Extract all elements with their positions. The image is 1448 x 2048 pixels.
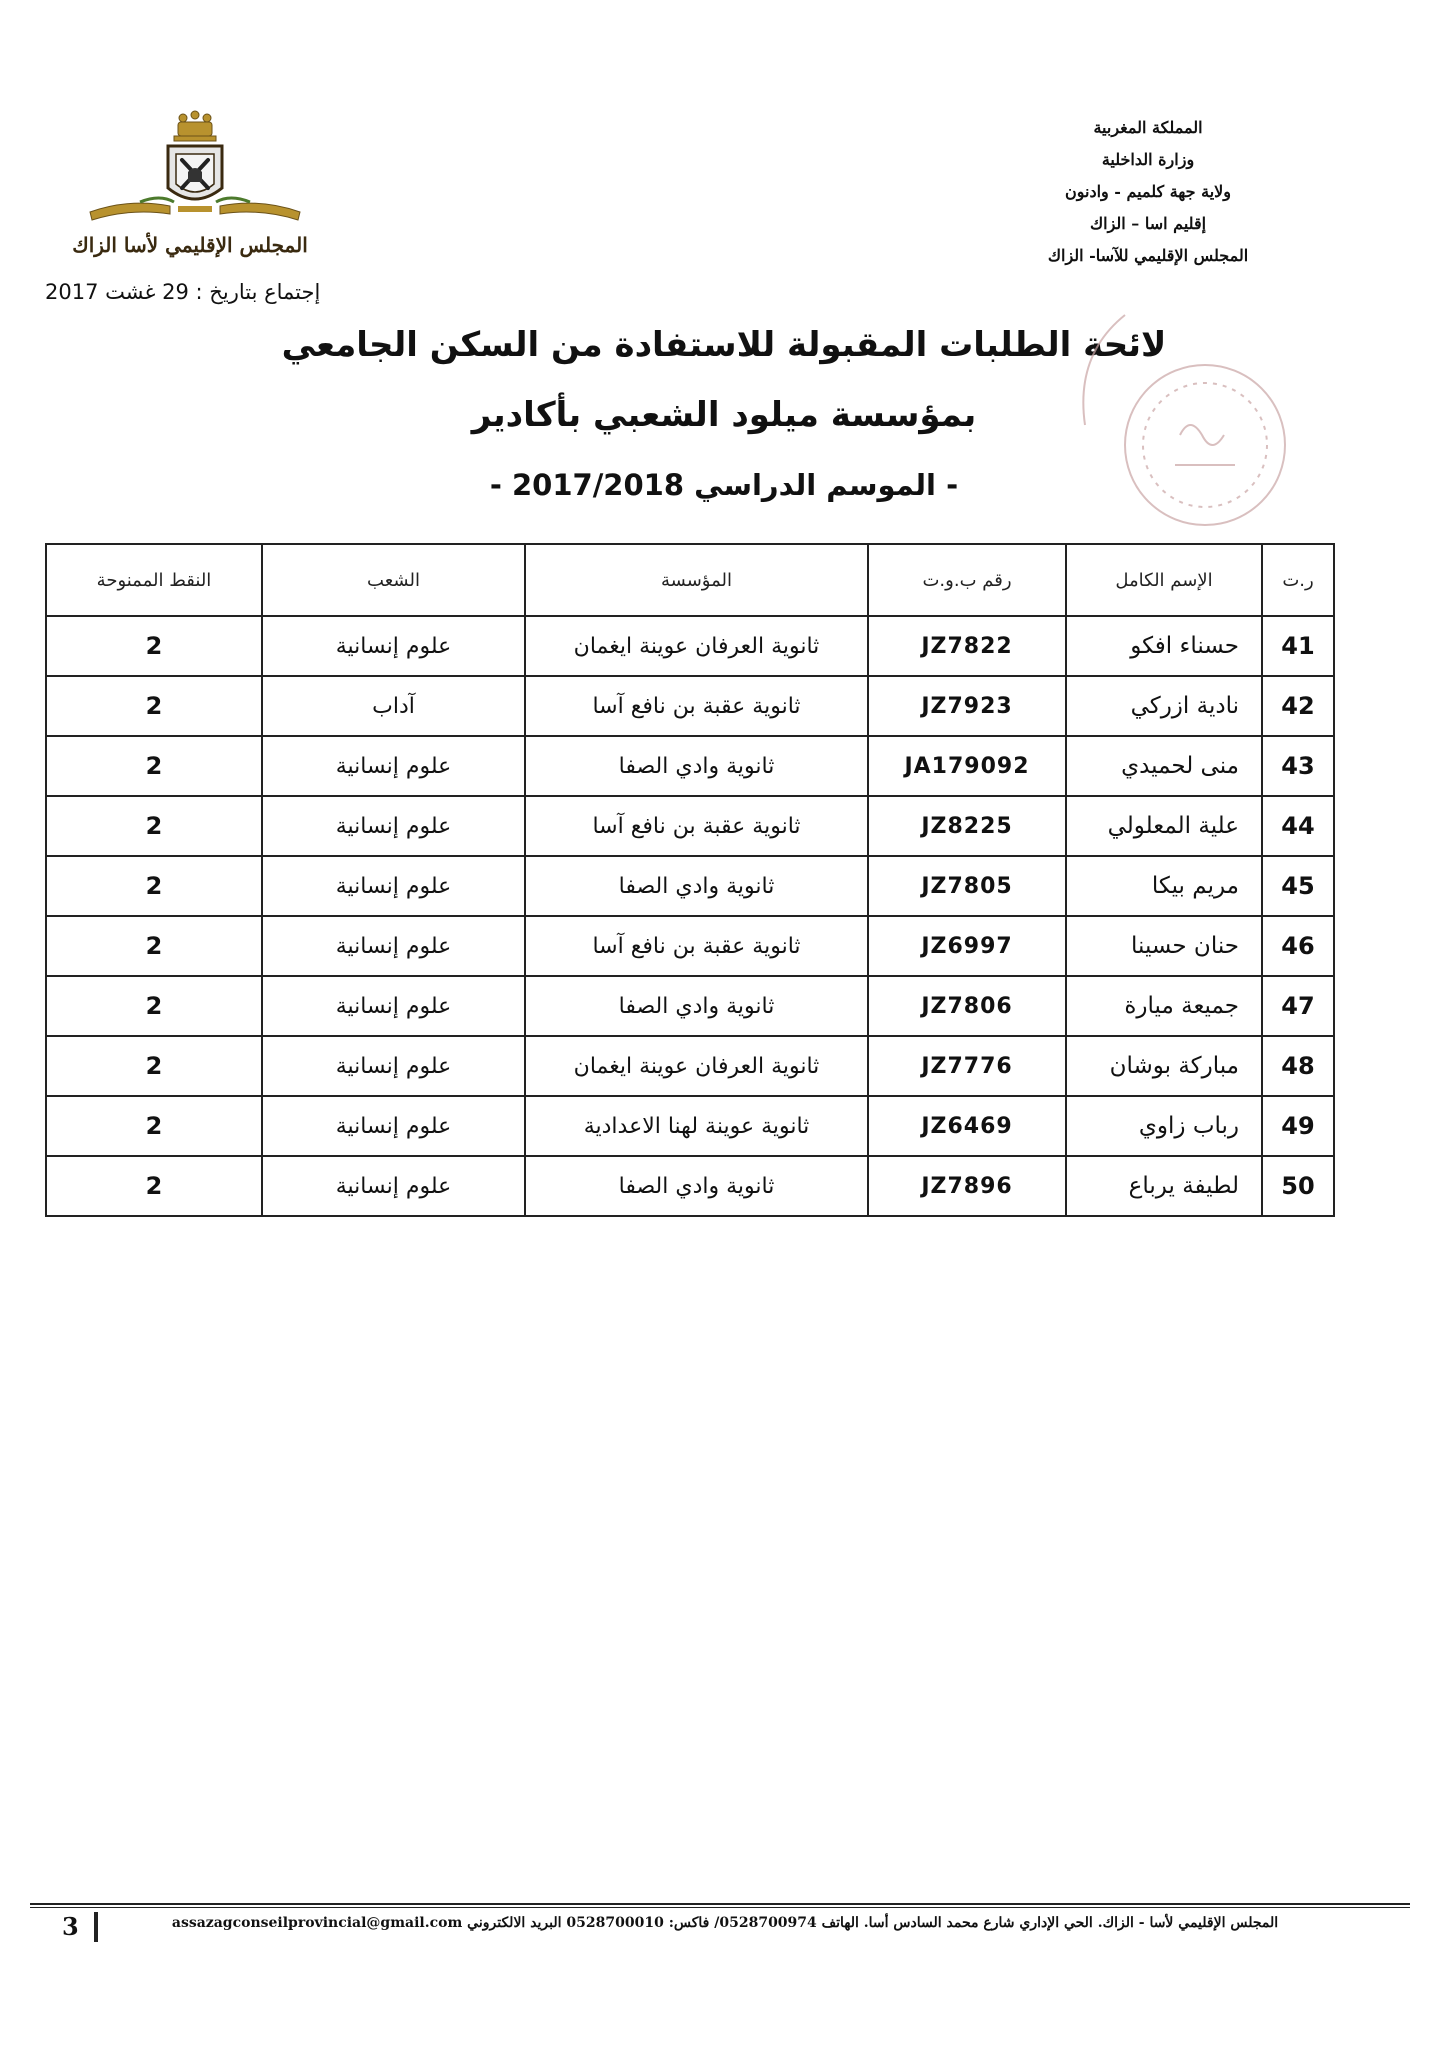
row-num: 50 [1262, 1156, 1334, 1216]
authority-line: إقليم اسا – الزاك [1089, 214, 1207, 233]
row-cin: JZ7776 [868, 1036, 1066, 1096]
accepted-requests-table [45, 543, 1335, 1217]
page-number-bar [94, 1912, 98, 1942]
row-branch: آداب [262, 676, 525, 736]
row-points: 2 [46, 1096, 262, 1156]
row-cin: JZ6469 [868, 1096, 1066, 1156]
row-name: حسناء افكو [1066, 616, 1262, 676]
row-branch: علوم إنسانية [262, 916, 525, 976]
header-branch: الشعب [262, 544, 525, 616]
row-points: 2 [46, 916, 262, 976]
authority-line: وزارة الداخلية [1101, 150, 1195, 169]
table-row [46, 1096, 1334, 1156]
table-header-row [46, 544, 1334, 616]
row-branch: علوم إنسانية [262, 1036, 525, 1096]
row-institution: ثانوية عقبة بن نافع آسا [525, 916, 868, 976]
table-row [46, 616, 1334, 676]
header-cin: رقم ب.و.ت [868, 544, 1066, 616]
row-name: علية المعلولي [1066, 796, 1262, 856]
row-cin: JZ7896 [868, 1156, 1066, 1216]
row-num: 48 [1262, 1036, 1334, 1096]
footer-contact: المجلس الإقليمي لأسا - الزاك. الحي الإداري شارع محمد السادس أسا. الهاتف 0528700974/ فاكس: 0528700010 البريد الالكتروني assazagconseilprovincial@gmail.com [171, 1915, 1279, 1931]
table-row [46, 1036, 1334, 1096]
table-row [46, 1156, 1334, 1216]
row-name: مباركة بوشان [1066, 1036, 1262, 1096]
row-cin: JZ8225 [868, 796, 1066, 856]
row-institution: ثانوية وادي الصفا [525, 1156, 868, 1216]
row-institution: ثانوية عوينة لهنا الاعدادية [525, 1096, 868, 1156]
row-cin: JZ6997 [868, 916, 1066, 976]
row-num: 47 [1262, 976, 1334, 1036]
row-num: 49 [1262, 1096, 1334, 1156]
row-name: منى لحميدي [1066, 736, 1262, 796]
row-num: 44 [1262, 796, 1334, 856]
row-name: حنان حسينا [1066, 916, 1262, 976]
row-num: 43 [1262, 736, 1334, 796]
table-row [46, 736, 1334, 796]
row-points: 2 [46, 796, 262, 856]
row-branch: علوم إنسانية [262, 616, 525, 676]
row-num: 41 [1262, 616, 1334, 676]
authority-header [1018, 112, 1278, 272]
row-num: 42 [1262, 676, 1334, 736]
table-row [46, 976, 1334, 1036]
row-cin: JA179092 [868, 736, 1066, 796]
row-branch: علوم إنسانية [262, 736, 525, 796]
row-institution: ثانوية العرفان عوينة ايغمان [525, 1036, 868, 1096]
row-branch: علوم إنسانية [262, 976, 525, 1036]
row-num: 46 [1262, 916, 1334, 976]
academic-year: - الموسم الدراسي 2017/2018 - [489, 468, 959, 502]
row-points: 2 [46, 1036, 262, 1096]
row-name: مريم بيكا [1066, 856, 1262, 916]
row-name: لطيفة يرباع [1066, 1156, 1262, 1216]
table-row [46, 676, 1334, 736]
row-points: 2 [46, 976, 262, 1036]
authority-line: المجلس الإقليمي للآسا- الزاك [1047, 246, 1249, 265]
table-row [46, 916, 1334, 976]
row-points: 2 [46, 1156, 262, 1216]
row-cin: JZ7923 [868, 676, 1066, 736]
row-points: 2 [46, 856, 262, 916]
row-branch: علوم إنسانية [262, 1096, 525, 1156]
authority-line: ولاية جهة كلميم - وادنون [1064, 182, 1232, 201]
row-cin: JZ7822 [868, 616, 1066, 676]
row-cin: JZ7806 [868, 976, 1066, 1036]
header-name: الإسم الكامل [1066, 544, 1262, 616]
row-name: رباب زاوي [1066, 1096, 1262, 1156]
header-num: ر.ت [1262, 544, 1334, 616]
table-row [46, 796, 1334, 856]
row-name: نادية ازركي [1066, 676, 1262, 736]
footer-divider [30, 1907, 1410, 1908]
official-stamp-icon [1065, 295, 1305, 555]
document-subtitle: بمؤسسة ميلود الشعبي بأكادير [471, 395, 977, 435]
row-points: 2 [46, 676, 262, 736]
row-branch: علوم إنسانية [262, 1156, 525, 1216]
row-name: جميعة ميارة [1066, 976, 1262, 1036]
meeting-date: إجتماع بتاريخ : 29 غشت 2017 [45, 280, 321, 304]
row-points: 2 [46, 736, 262, 796]
row-points: 2 [46, 616, 262, 676]
row-institution: ثانوية عقبة بن نافع آسا [525, 796, 868, 856]
footer-divider [30, 1903, 1410, 1905]
authority-line: المملكة المغربية [1093, 118, 1203, 137]
table-row [46, 856, 1334, 916]
row-branch: علوم إنسانية [262, 856, 525, 916]
header-institution: المؤسسة [525, 544, 868, 616]
row-num: 45 [1262, 856, 1334, 916]
row-cin: JZ7805 [868, 856, 1066, 916]
row-institution: ثانوية وادي الصفا [525, 736, 868, 796]
page-number: 3 [62, 1912, 79, 1941]
row-institution: ثانوية عقبة بن نافع آسا [525, 676, 868, 736]
council-name: المجلس الإقليمي لأسا الزاك [72, 233, 308, 257]
row-institution: ثانوية العرفان عوينة ايغمان [525, 616, 868, 676]
document-title: لائحة الطلبات المقبولة للاستفادة من السكن الجامعي [281, 325, 1167, 365]
header-points: النقط الممنوحة [46, 544, 262, 616]
row-branch: علوم إنسانية [262, 796, 525, 856]
row-institution: ثانوية وادي الصفا [525, 976, 868, 1036]
row-institution: ثانوية وادي الصفا [525, 856, 868, 916]
